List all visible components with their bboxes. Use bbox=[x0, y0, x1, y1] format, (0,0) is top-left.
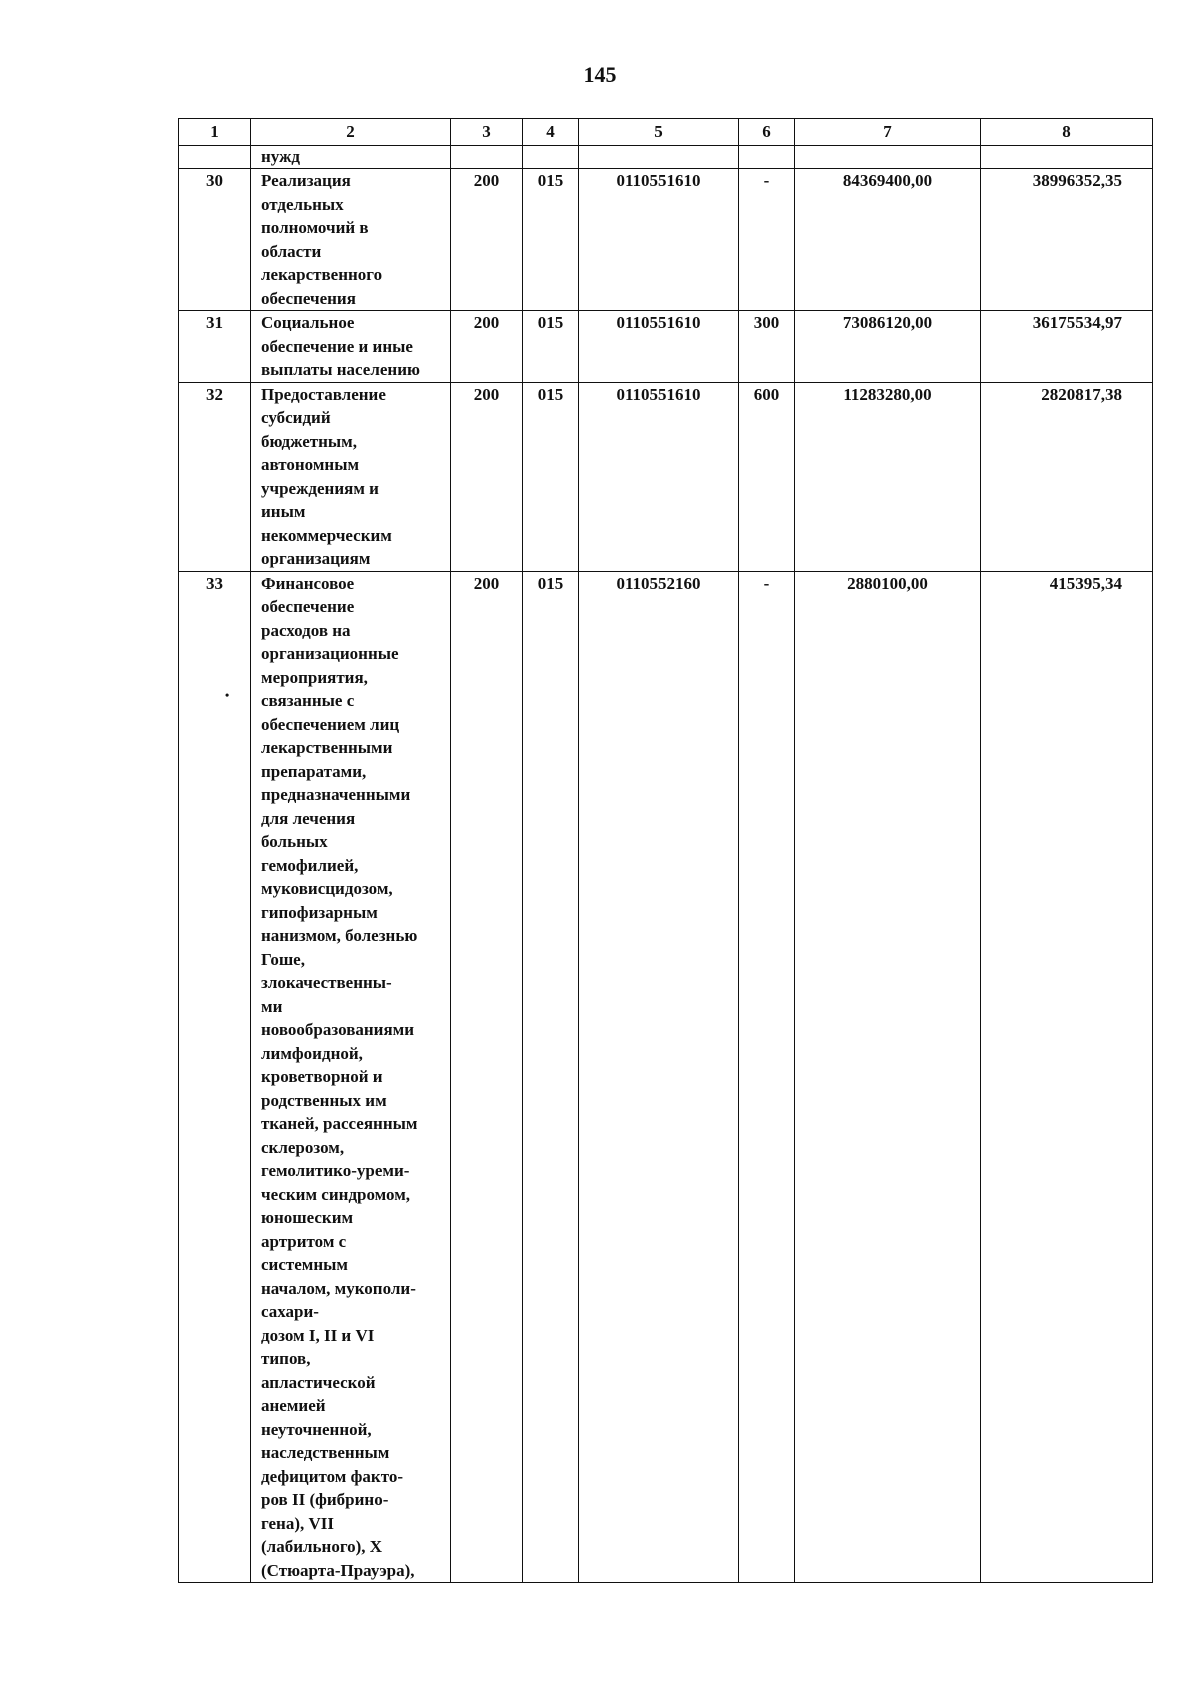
cell-col4: 015 bbox=[523, 311, 579, 383]
row-number: 30 bbox=[179, 169, 251, 311]
row-name-line: Реализация bbox=[261, 171, 351, 190]
row-name bbox=[251, 169, 451, 311]
row-name-line: учреждениям и bbox=[261, 478, 379, 498]
cell-col6: 300 bbox=[739, 311, 795, 383]
row-name-line: юношеским bbox=[261, 1208, 354, 1227]
row-name-line: гемофилией, bbox=[261, 855, 359, 875]
row-name-line: предназначенными bbox=[261, 785, 411, 804]
row-name-line: дефицитом факто- bbox=[261, 1466, 403, 1486]
row-name-line: анемией bbox=[261, 1396, 326, 1415]
cell-col8: 2820817,38 bbox=[981, 382, 1153, 571]
cell-col3: 200 bbox=[451, 382, 523, 571]
row-name-line: Социальное bbox=[261, 313, 355, 332]
cell-col6: - bbox=[739, 169, 795, 311]
row-name bbox=[251, 382, 451, 571]
row-name-line: Гоше, bbox=[261, 949, 305, 969]
cell bbox=[523, 146, 579, 169]
cell-col4: 015 bbox=[523, 382, 579, 571]
row-name-line: новообразованиями bbox=[261, 1020, 415, 1039]
row-name-line: субсидий bbox=[261, 408, 331, 427]
cell-col3: 200 bbox=[451, 169, 523, 311]
cell bbox=[179, 146, 251, 169]
cell-col7: 2880100,00 bbox=[795, 571, 981, 1583]
col-header-3: 3 bbox=[451, 119, 523, 146]
cell-col3: 200 bbox=[451, 571, 523, 1583]
col-header-2: 2 bbox=[251, 119, 451, 146]
row-name-line: лекарственными bbox=[261, 738, 393, 757]
col-header-7: 7 bbox=[795, 119, 981, 146]
row-name-line: родственных им bbox=[261, 1090, 387, 1110]
row-name-line: полномочий в bbox=[261, 218, 369, 237]
row-name-line: (лабильного), X bbox=[261, 1537, 383, 1556]
row-name-line: обеспечение и иные bbox=[261, 336, 413, 356]
cell-col8: 38996352,35 bbox=[981, 169, 1153, 311]
row-name-line: нанизмом, болезнью bbox=[261, 926, 418, 945]
row-name-line: Финансовое bbox=[261, 573, 355, 593]
cell-col7: 73086120,00 bbox=[795, 311, 981, 383]
cell-col4: 015 bbox=[523, 169, 579, 311]
row-name-line: наследственным bbox=[261, 1443, 390, 1462]
row-number: 31 bbox=[179, 311, 251, 383]
cell bbox=[451, 146, 523, 169]
table-row bbox=[179, 311, 1153, 383]
budget-table bbox=[178, 118, 1153, 1583]
cell-col6: 600 bbox=[739, 382, 795, 571]
page-number: 145 bbox=[583, 62, 617, 87]
row-name-line: выплаты населению bbox=[261, 360, 420, 379]
continuation-text: нужд bbox=[251, 146, 451, 169]
stray-dot: • bbox=[225, 688, 230, 702]
row-name-line: кроветворной и bbox=[261, 1067, 383, 1086]
row-name-line: больных bbox=[261, 832, 328, 851]
row-name-line: (Стюарта-Прауэра), bbox=[261, 1560, 415, 1580]
row-name-line: системным bbox=[261, 1255, 349, 1274]
col-header-1: 1 bbox=[179, 119, 251, 146]
cell-col8: 36175534,97 bbox=[981, 311, 1153, 383]
cell bbox=[739, 146, 795, 169]
row-name-line: области bbox=[261, 241, 322, 261]
row-name-line: бюджетным, bbox=[261, 431, 358, 451]
cell-col5: 0110551610 bbox=[579, 311, 739, 383]
cell-col4: 015 bbox=[523, 571, 579, 1583]
row-name-line: гипофизарным bbox=[261, 902, 378, 922]
row-name-line: тканей, рассеянным bbox=[261, 1114, 418, 1133]
cell bbox=[981, 146, 1153, 169]
cell-col7: 84369400,00 bbox=[795, 169, 981, 311]
row-name bbox=[251, 571, 451, 1583]
row-name-line: лимфоидной, bbox=[261, 1043, 363, 1063]
row-name-line: ми bbox=[261, 996, 283, 1016]
row-name-line: обеспечением лиц bbox=[261, 714, 400, 734]
col-header-5: 5 bbox=[579, 119, 739, 146]
row-number: 32 bbox=[179, 382, 251, 571]
row-name-line: организационные bbox=[261, 644, 399, 663]
row-name-line: отдельных bbox=[261, 194, 344, 214]
row-name-line: гена), VII bbox=[261, 1513, 335, 1533]
row-name-line: обеспечения bbox=[261, 288, 356, 308]
cell-col5: 0110552160 bbox=[579, 571, 739, 1583]
cell-col6: - bbox=[739, 571, 795, 1583]
cell bbox=[795, 146, 981, 169]
cell-col5: 0110551610 bbox=[579, 382, 739, 571]
row-name-line: обеспечение bbox=[261, 597, 355, 616]
row-name-line: типов, bbox=[261, 1349, 311, 1368]
row-name-line: для лечения bbox=[261, 808, 356, 828]
row-name-line: препаратами, bbox=[261, 761, 367, 781]
cell bbox=[579, 146, 739, 169]
row-name-line: апластической bbox=[261, 1372, 376, 1392]
col-header-4: 4 bbox=[523, 119, 579, 146]
cell-col7: 11283280,00 bbox=[795, 382, 981, 571]
row-name-line: связанные с bbox=[261, 691, 355, 710]
row-name-line: Предоставление bbox=[261, 384, 386, 404]
cell-col8: 415395,34 bbox=[981, 571, 1153, 1583]
row-name-line: ческим синдромом, bbox=[261, 1184, 411, 1204]
row-name-line: дозом I, II и VI bbox=[261, 1325, 375, 1345]
row-name-line: началом, мукополи- bbox=[261, 1278, 416, 1298]
row-number: 33 bbox=[179, 571, 251, 1583]
row-name-line: сахари- bbox=[261, 1302, 319, 1321]
row-name-line: мероприятия, bbox=[261, 667, 368, 687]
row-name-line: ров II (фибрино- bbox=[261, 1490, 389, 1509]
row-name-line: склерозом, bbox=[261, 1137, 345, 1157]
row-name-line: организациям bbox=[261, 549, 371, 568]
row-name-line: артритом с bbox=[261, 1231, 347, 1251]
row-name-line: лекарственного bbox=[261, 265, 383, 284]
row-name bbox=[251, 311, 451, 383]
table-row bbox=[179, 382, 1153, 571]
row-name-line: злокачественны- bbox=[261, 973, 392, 992]
table-row bbox=[179, 169, 1153, 311]
col-header-8: 8 bbox=[981, 119, 1153, 146]
row-name-line: некоммерческим bbox=[261, 525, 392, 545]
table-row bbox=[179, 571, 1153, 1583]
row-name-line: иным bbox=[261, 502, 306, 521]
col-header-6: 6 bbox=[739, 119, 795, 146]
row-name-line: муковисцидозом, bbox=[261, 879, 393, 898]
cell-col5: 0110551610 bbox=[579, 169, 739, 311]
header-row bbox=[179, 119, 1153, 146]
cell-col3: 200 bbox=[451, 311, 523, 383]
row-name-line: неуточненной, bbox=[261, 1419, 372, 1439]
row-name-line: гемолитико-уреми- bbox=[261, 1161, 410, 1180]
row-name-line: расходов на bbox=[261, 620, 351, 640]
continuation-row bbox=[179, 146, 1153, 169]
row-name-line: автономным bbox=[261, 455, 360, 474]
